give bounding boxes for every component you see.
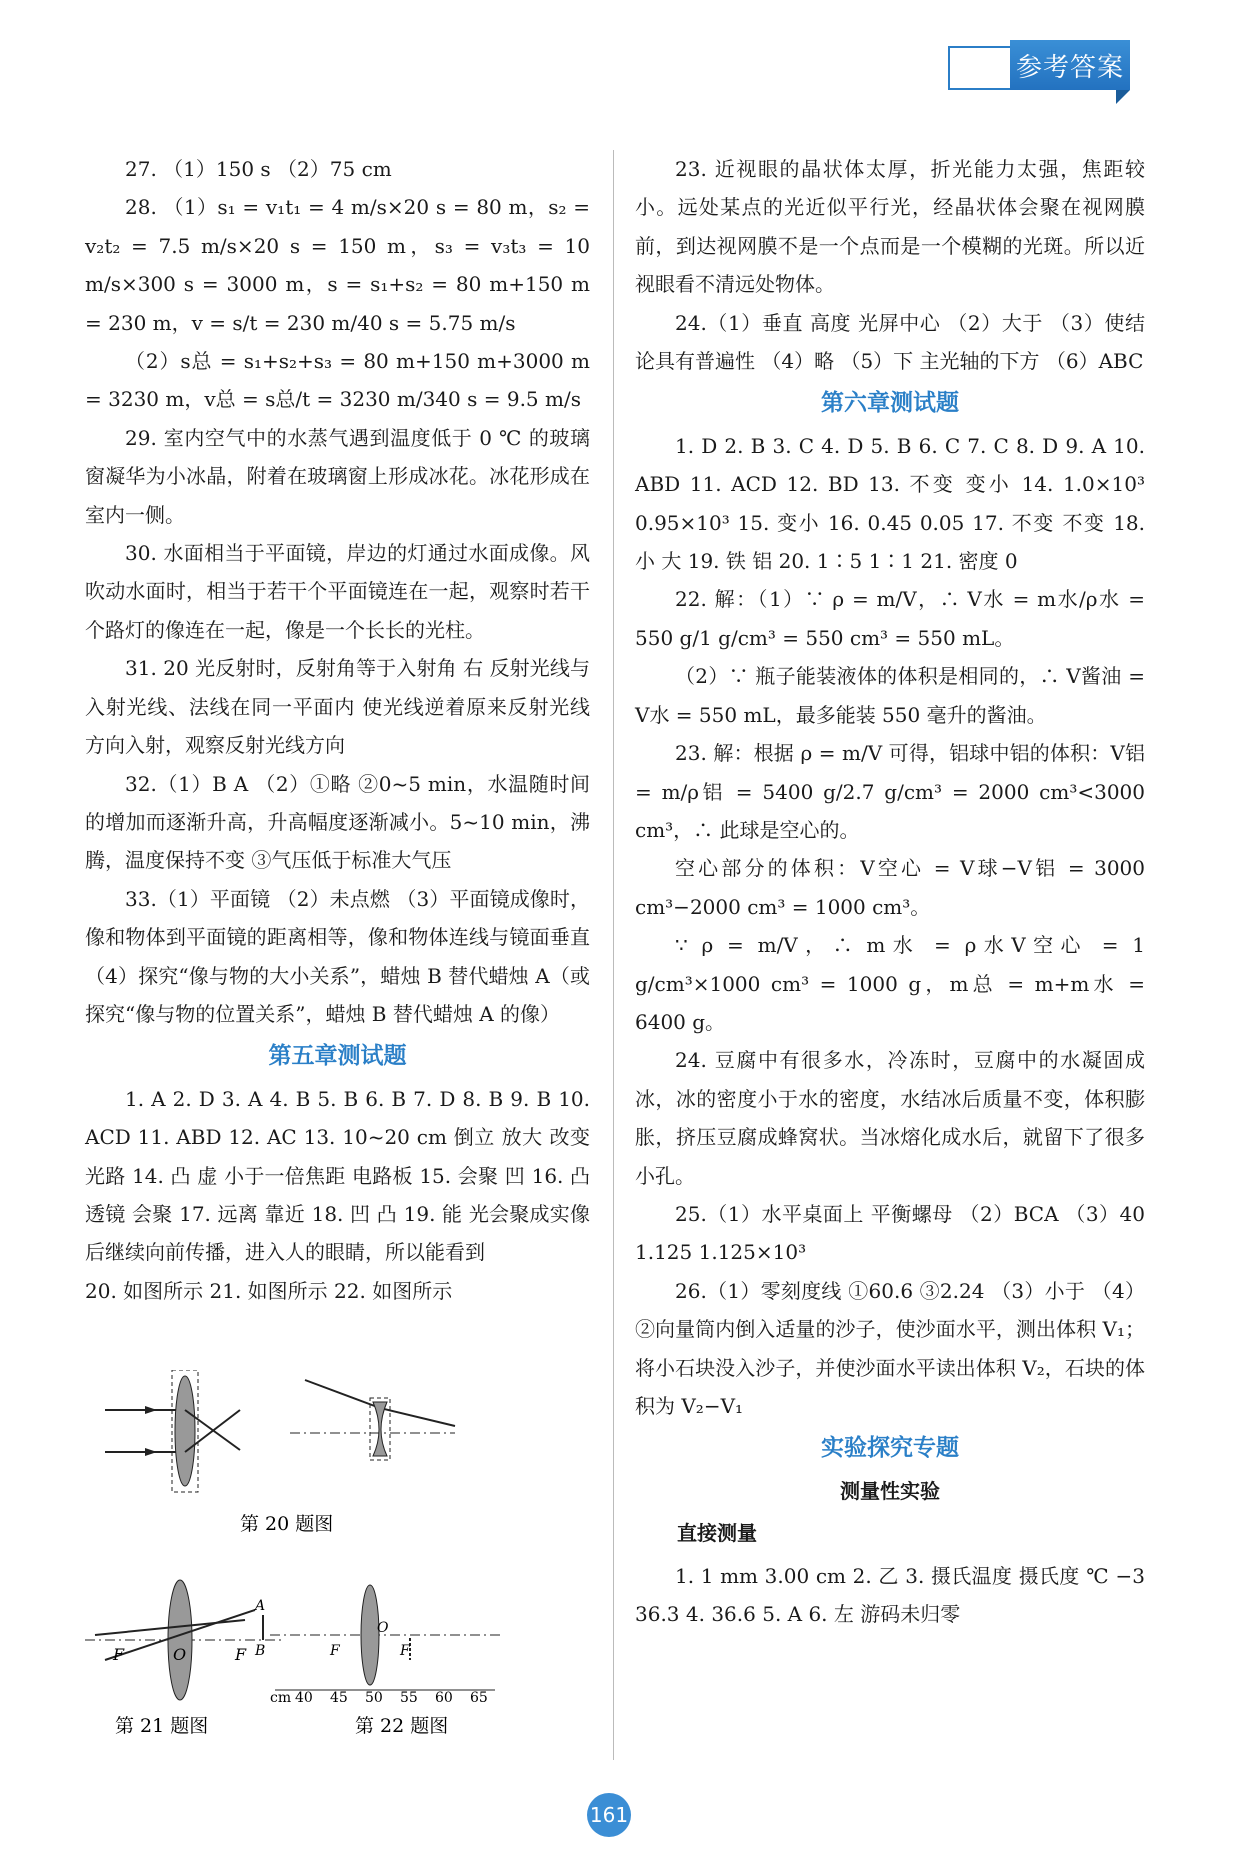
chapter6-answer-24: 24. 豆腐中有很多水，冷冻时，豆腐中的水凝固成冰，冰的密度小于水的密度，水结冰后质量不变，体积膨胀，挤压豆腐成蜂窝状。当冰熔化成水后，就留下了很多小孔。: [635, 1048, 1145, 1188]
fig22-lens-bench: [253, 1585, 500, 1706]
header-outline-box: [948, 46, 1014, 90]
fig22-label-o: O: [377, 1620, 389, 1636]
fig22-tick-65: 65: [470, 1690, 488, 1706]
fig20-convex-lens: [105, 1370, 240, 1492]
answer-32: 32.（1）B A （2）①略 ②0~5 min，水温随时间的增加而逐渐升高，升高幅度逐渐减小。5~10 min，沸腾，温度保持不变 ③气压低于标准大气压: [85, 771, 590, 873]
fig22-tick-40: 40: [295, 1690, 313, 1706]
answer-28-1: 28. （1）s₁ = v₁t₁ = 4 m/s×20 s = 80 m，s₂ = v₂t₂ = 7.5 m/s×20 s = 150 m，s₃ = v₃t₃ = 10 m/s×300 s = 3000 m，s = s₁+s₂ = 80 m+150 m = 230 m，v = s/t = 230 m/40 s = 5.75 m/s: [85, 195, 597, 335]
chapter6-answer-23-mass: ∵ ρ = m/V，∴ m水 = ρ水V空心 = 1 g/cm³×1000 cm³ = 1000 g，m总 = m+m水 = 6400 g。: [635, 933, 1152, 1034]
experiment-answers: 1. 1 mm 3.00 cm 2. 乙 3. 摄氏温度 摄氏度 ℃ −3 36.3 4. 36.6 5. A 6. 左 游码未归零: [635, 1563, 1152, 1627]
header-corner-fold: [1116, 90, 1130, 104]
chapter5-title: 第五章测试题: [268, 1043, 407, 1070]
fig22-label-f: F: [330, 1643, 340, 1659]
left-column: [85, 150, 597, 1310]
right-column: [635, 150, 1152, 1633]
chapter6-answer-22-1: 22. 解：（1）∵ ρ = m/V，∴ V水 = m水/ρ水 = 550 g/1 g/cm³ = 550 cm³ = 550 mL。: [635, 587, 1152, 650]
page-number: 161: [587, 1793, 631, 1837]
answer-30: 30. 水面相当于平面镜，岸边的灯通过水面成像。风吹动水面时，相当于若干个平面镜连在一起，观察时若干个路灯的像连在一起，像是一个长长的光柱。: [85, 541, 590, 642]
chapter5-figure-refs: 20. 如图所示 21. 如图所示 22. 如图所示: [85, 1278, 453, 1303]
fig22-label-f2: F: [400, 1643, 410, 1659]
fig21-caption: 第 21 题图: [115, 1715, 209, 1737]
fig21-o: O: [173, 1645, 187, 1664]
fig21-f-right: F: [235, 1645, 247, 1664]
experiment-subtitle: 测量性实验: [840, 1478, 940, 1503]
fig22-tick-50: 50: [365, 1690, 383, 1706]
chapter6-answer-23-hollow: 空心部分的体积：V空心 = V球−V铝 = 3000 cm³−2000 cm³ = 1000 cm³。: [635, 856, 1152, 919]
fig21-f-left: F: [113, 1645, 125, 1664]
answer-5-23: 23. 近视眼的晶状体太厚，折光能力太强，焦距较小。远处某点的光近似平行光，经晶状体会聚在视网膜前，到达视网膜不是一个点而是一个模糊的光斑。所以近视眼看不清远处物体。: [635, 157, 1145, 297]
direct-measurement-heading: 直接测量: [677, 1521, 757, 1546]
chapter6-answers: 1. D 2. B 3. C 4. D 5. B 6. C 7. C 8. D 9. A 10. ABD 11. ACD 12. BD 13. 不变 变小 14. 1.0×10³ 0.95×10³ 15. 变小 16. 0.45 0.05 17. 不变 不变 18. 小 大 19. 铁 铝 20. 1∶5 1∶1 21. 密度 0: [635, 433, 1152, 574]
fig22-caption: 第 22 题图: [355, 1715, 449, 1737]
fig22-label-a: A: [255, 1598, 266, 1614]
answer-key-header-tab: [948, 40, 1128, 92]
experiment-title: 实验探究专题: [821, 1435, 959, 1462]
chapter6-answer-26: 26.（1）零刻度线 ①60.6 ③2.24 （3）小于 （4）②向量筒内倒入适量的沙子，使沙面水平，测出体积 V₁；将小石块没入沙子，并使沙面水平读出体积 V₂，石块的体积为 V₂−V₁: [635, 1278, 1145, 1418]
answer-27: 27. （1）150 s （2）75 cm: [125, 157, 392, 181]
chapter6-answer-23: 23. 解：根据 ρ = m/V 可得，铝球中铝的体积：V铝 = m/ρ铝 = 5400 g/2.7 g/cm³ = 2000 cm³<3000 cm³，∴ 此球是空心的。: [635, 741, 1152, 842]
fig20-concave-lens: [290, 1380, 455, 1460]
answer-29: 29. 室内空气中的水蒸气遇到温度低于 0 ℃ 的玻璃窗凝华为小冰晶，附着在玻璃窗上形成冰花。冰花形成在室内一侧。: [85, 425, 590, 527]
answer-5-24: 24.（1）垂直 高度 光屏中心 （2）大于 （3）使结论具有普遍性 （4）略 （5）下 主光轴的下方 （6）ABC: [635, 310, 1145, 374]
answer-31: 31. 20 光反射时，反射角等于入射角 右 反射光线与入射光线、法线在同一平面内 使光线逆着原来反射光线方向入射，观察反射光线方向: [85, 656, 590, 758]
fig22-tick-55: 55: [400, 1690, 418, 1706]
fig22-tick-45: 45: [330, 1690, 348, 1706]
chapter5-figures: [85, 1370, 595, 1740]
chapter6-answer-22-2: （2）∵ 瓶子能装液体的体积是相同的，∴ V酱油 = V水 = 550 mL，最多能装 550 毫升的酱油。: [635, 664, 1152, 727]
chapter6-title: 第六章测试题: [821, 390, 959, 417]
answer-28-2: （2）s总 = s₁+s₂+s₃ = 80 m+150 m+3000 m = 3230 m，v总 = s总/t = 3230 m/340 s = 9.5 m/s: [85, 349, 597, 412]
lens-diagrams: [85, 1370, 595, 1740]
chapter5-answers: 1. A 2. D 3. A 4. B 5. B 6. B 7. D 8. B 9. B 10. ACD 11. ABD 12. AC 13. 10~20 cm 倒立 放大 改变光路 14. 凸 虚 小于一倍焦距 电路板 15. 会聚 凹 16. 凸透镜 会聚 17. 远离 靠近 18. 凹 凸 19. 能 光会聚成实像后继续向前传播，进入人的眼睛，所以能看到: [85, 1086, 597, 1265]
column-divider: [613, 150, 614, 1760]
fig22-label-b: B: [255, 1643, 266, 1659]
fig22-tick-60: 60: [435, 1690, 453, 1706]
header-label: 参考答案: [1010, 40, 1130, 90]
chapter6-answer-25: 25.（1）水平桌面上 平衡螺母 （2）BCA （3）40 1.125 1.125×10³: [635, 1201, 1152, 1265]
fig22-axis-unit: cm: [270, 1690, 292, 1706]
answer-33: 33.（1）平面镜 （2）未点燃 （3）平面镜成像时，像和物体到平面镜的距离相等，像和物体连线与镜面垂直 （4）探究“像与物的大小关系”，蜡烛 B 替代蜡烛 A（或探究“像与物的位置关系”，蜡烛 B 替代蜡烛 A 的像）: [85, 886, 597, 1026]
fig20-caption: 第 20 题图: [240, 1513, 334, 1535]
